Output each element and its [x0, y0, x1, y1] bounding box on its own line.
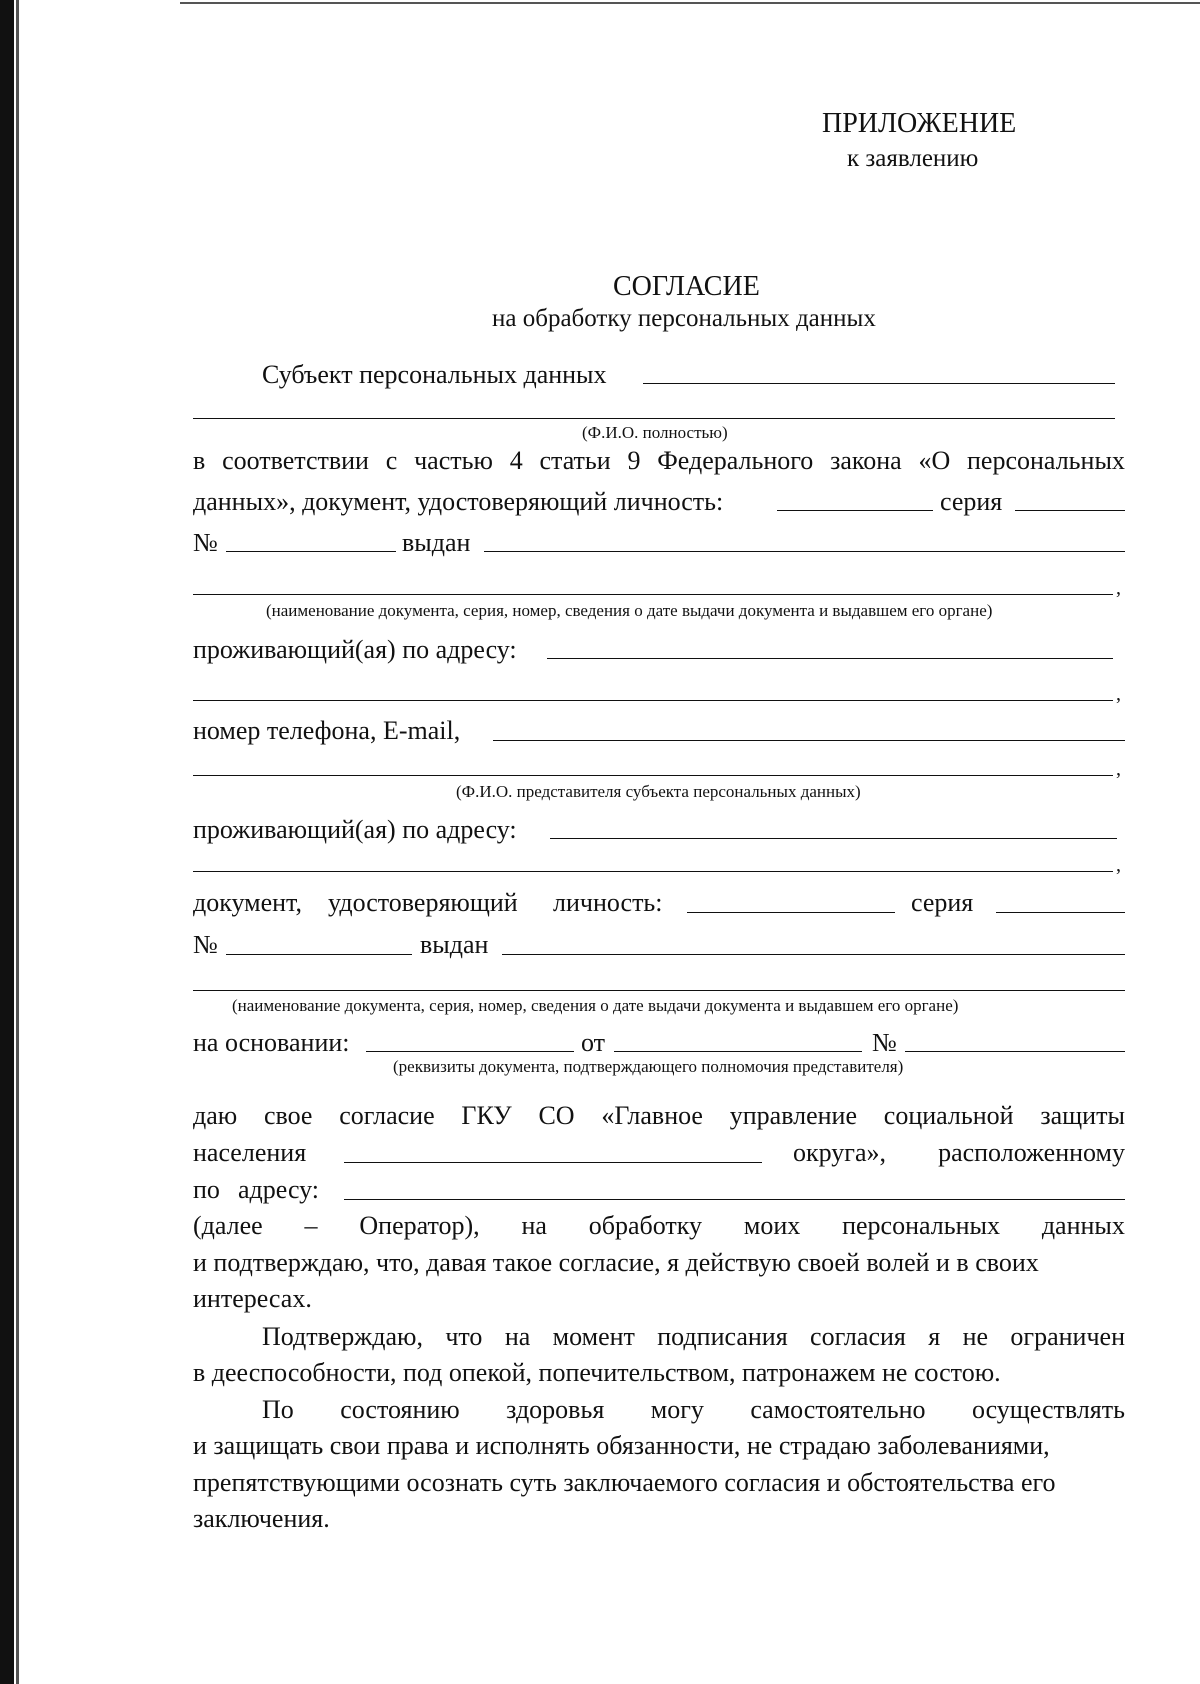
rep-number-label: №: [193, 930, 218, 959]
word: что: [445, 1322, 483, 1351]
word: ГКУ: [461, 1101, 512, 1130]
para2-line-2: в дееспособности, под опекой, попечительством, патронажем не состою.: [193, 1358, 1001, 1387]
operator-address-label-1: по: [193, 1175, 220, 1204]
word: момент: [552, 1322, 635, 1351]
rep-address-field-2[interactable]: [193, 871, 1113, 872]
okruga-label: округа»,: [793, 1138, 886, 1167]
comma: ,: [1116, 577, 1121, 599]
issued-label: выдан: [402, 528, 471, 557]
issued-field[interactable]: [484, 551, 1125, 552]
top-rule: [180, 2, 1200, 4]
word: в: [193, 446, 206, 475]
basis-caption: (реквизиты документа, подтверждающего полномочия представителя): [393, 1057, 904, 1076]
appendix-title: ПРИЛОЖЕНИЕ: [822, 108, 1017, 139]
basis-number-field[interactable]: [905, 1051, 1125, 1052]
para3-line-4: заключения.: [193, 1504, 330, 1533]
word: моих: [743, 1211, 801, 1240]
comma: ,: [1116, 854, 1121, 876]
basis-field[interactable]: [366, 1051, 574, 1052]
subject-label: Субъект персональных данных: [262, 360, 607, 389]
word: закона: [830, 446, 902, 475]
document-subtitle: на обработку персональных данных: [492, 305, 876, 332]
word: –: [304, 1211, 318, 1240]
rep-issued-label: выдан: [420, 930, 489, 959]
scan-edge-inner: [16, 0, 19, 1684]
word: с: [385, 446, 398, 475]
word: даю: [193, 1101, 238, 1130]
consent-line-3: интересах.: [193, 1284, 312, 1313]
rep-series-field[interactable]: [996, 912, 1125, 913]
phone-label: номер телефона, E-mail,: [193, 716, 461, 745]
rep-caption: (Ф.И.О. представителя субъекта персональных данных): [456, 782, 861, 801]
rep-doc-w2: удостоверяющий: [328, 888, 518, 917]
word: 4: [509, 446, 523, 475]
word: на: [504, 1322, 531, 1351]
word: состоянию: [340, 1395, 460, 1424]
subject-name-field[interactable]: [643, 383, 1115, 384]
consent-line-1: [193, 1103, 1125, 1129]
doc-type-field[interactable]: [777, 510, 933, 511]
word: обработку: [588, 1211, 703, 1240]
word: я: [928, 1322, 941, 1351]
word: согласия: [810, 1322, 906, 1351]
para3-line-1: [262, 1397, 1125, 1423]
representative-name-field[interactable]: [193, 775, 1113, 776]
word: 9: [627, 446, 641, 475]
from-label: от: [581, 1028, 606, 1057]
word: не: [962, 1322, 989, 1351]
comma: ,: [1116, 683, 1121, 705]
located-label: расположенному: [938, 1138, 1125, 1167]
doc-caption: (наименование документа, серия, номер, сведения о дате выдачи документа и выдавшем его органе): [266, 601, 993, 620]
document-title: СОГЛАСИЕ: [613, 271, 760, 302]
basis-number-label: №: [872, 1028, 897, 1057]
word: частью: [414, 446, 493, 475]
word: данных: [1041, 1211, 1125, 1240]
operator-line: [193, 1213, 1125, 1239]
series-field[interactable]: [1015, 510, 1125, 511]
rep-doc-details-field[interactable]: [193, 990, 1125, 991]
rep-address-label: проживающий(ая) по адресу:: [193, 815, 517, 844]
rep-issued-field[interactable]: [502, 954, 1125, 955]
operator-address-label-2: адресу:: [238, 1175, 320, 1204]
para2-line-1: [262, 1324, 1125, 1350]
rep-doc-w3: личность:: [553, 888, 663, 917]
word: свое: [263, 1101, 313, 1130]
basis-label: на основании:: [193, 1028, 350, 1057]
appendix-subtitle: к заявлению: [847, 145, 979, 172]
word: соответствии: [222, 446, 369, 475]
population-label: населения: [193, 1138, 307, 1167]
scan-edge: [0, 0, 14, 1684]
word: согласие: [339, 1101, 435, 1130]
address-label: проживающий(ая) по адресу:: [193, 635, 517, 664]
word: персональных: [967, 446, 1125, 475]
rep-doc-type-field[interactable]: [687, 912, 895, 913]
phone-email-field[interactable]: [493, 740, 1125, 741]
word: статьи: [539, 446, 611, 475]
basis-date-field[interactable]: [614, 1051, 862, 1052]
rep-doc-w1: документ,: [193, 888, 302, 917]
word: самостоятельно: [750, 1395, 926, 1424]
word: управление: [729, 1101, 858, 1130]
word: персональных: [842, 1211, 1000, 1240]
para3-line-3: препятствующими осознать суть заключаемого согласия и обстоятельства его: [193, 1468, 1056, 1497]
word: По: [262, 1395, 294, 1424]
word: на: [521, 1211, 547, 1240]
address-field[interactable]: [547, 658, 1113, 659]
series-label: серия: [940, 487, 1003, 516]
consent-line-2: и подтверждаю, что, давая такое согласие, я действую своей волей и в своих: [193, 1248, 1039, 1277]
word: могу: [650, 1395, 704, 1424]
word: СО: [538, 1101, 575, 1130]
word: защиты: [1040, 1101, 1125, 1130]
fio-caption: (Ф.И.О. полностью): [582, 423, 728, 442]
para3-line-2: и защищать свои права и исполнять обязанности, не страдаю заболеваниями,: [193, 1431, 1050, 1460]
word: подписания: [657, 1322, 788, 1351]
subject-name-field-2[interactable]: [193, 418, 1115, 419]
word: Подтверждаю,: [262, 1322, 423, 1351]
word: «О: [918, 446, 951, 475]
address-field-2[interactable]: [193, 700, 1113, 701]
rep-series-label: серия: [911, 888, 974, 917]
word: Федерального: [657, 446, 814, 475]
rep-number-field[interactable]: [226, 954, 412, 955]
word: «Главное: [601, 1101, 703, 1130]
comma: ,: [1116, 758, 1121, 780]
district-field[interactable]: [344, 1162, 762, 1163]
law-line: [193, 448, 1125, 474]
word: (далее: [193, 1211, 263, 1240]
doc-line-label: данных», документ, удостоверяющий личность:: [193, 487, 724, 516]
number-label: №: [193, 528, 218, 557]
number-field[interactable]: [226, 551, 396, 552]
word: ограничен: [1010, 1322, 1125, 1351]
word: осуществлять: [971, 1395, 1125, 1424]
rep-address-field[interactable]: [550, 838, 1117, 839]
doc-details-field[interactable]: [193, 594, 1113, 595]
word: социальной: [883, 1101, 1014, 1130]
word: здоровья: [506, 1395, 605, 1424]
rep-doc-caption: (наименование документа, серия, номер, сведения о дате выдачи документа и выдавшем его органе): [232, 996, 959, 1015]
operator-address-field[interactable]: [344, 1199, 1125, 1200]
word: Оператор),: [359, 1211, 480, 1240]
